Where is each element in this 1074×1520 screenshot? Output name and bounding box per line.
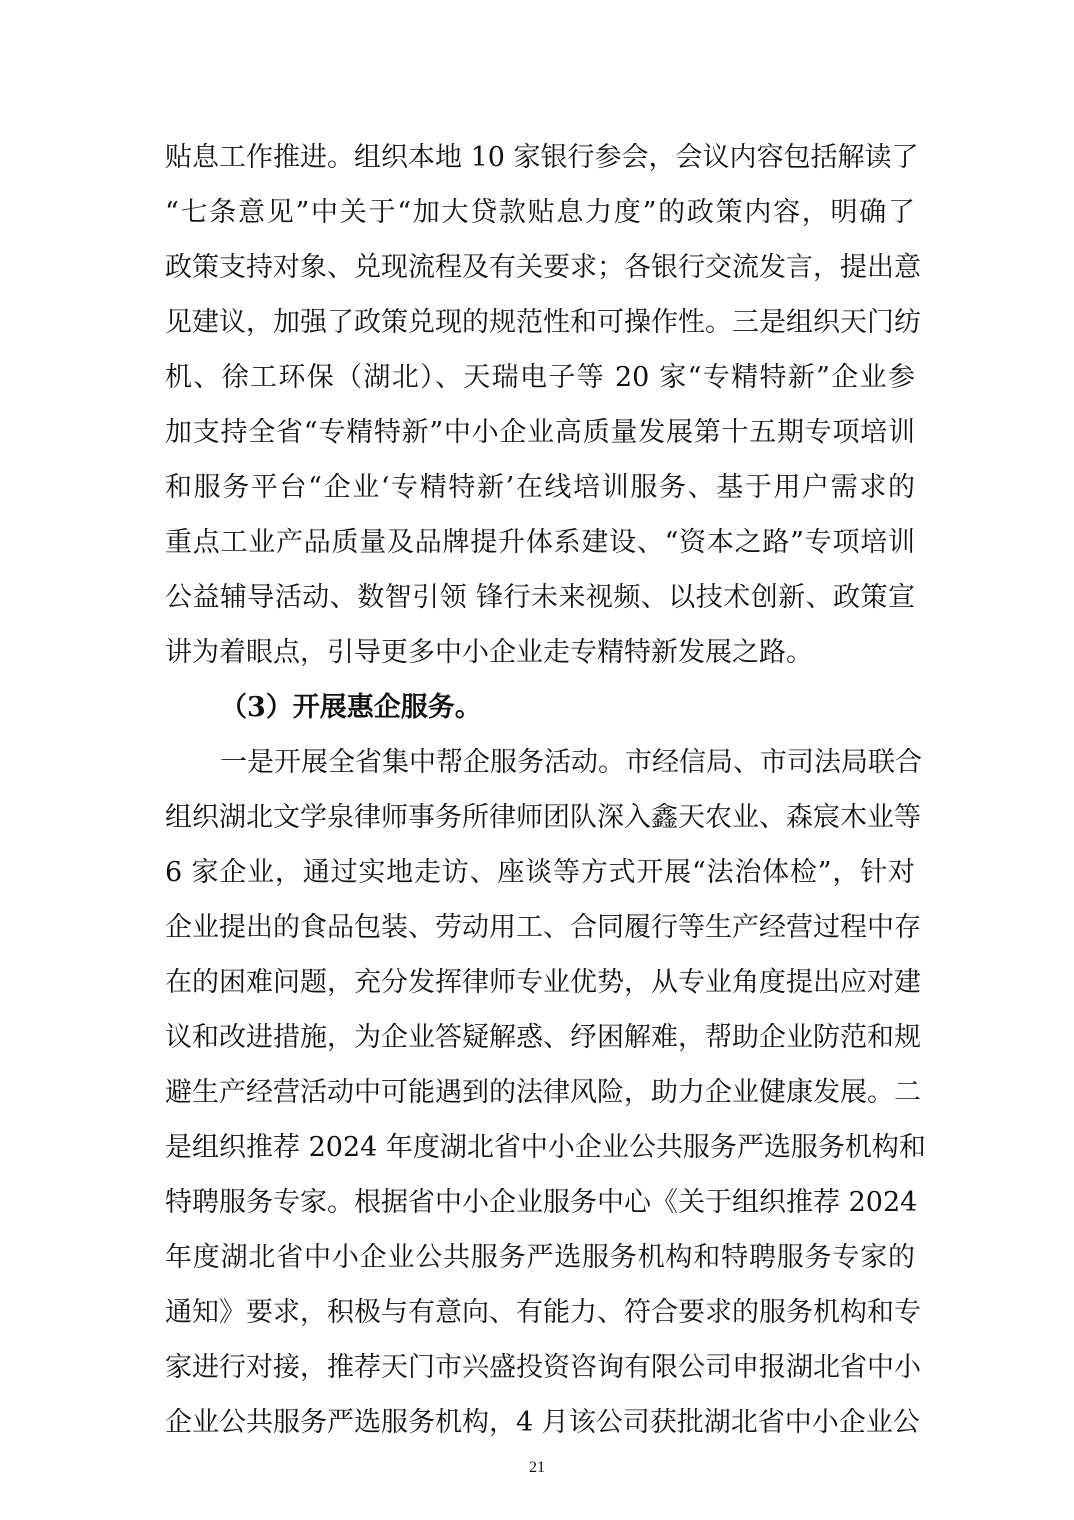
paragraph-line: 通知》要求，积极与有意向、有能力、符合要求的服务机构和专: [165, 1297, 921, 1328]
paragraph-line: 6 家企业，通过实地走访、座谈等方式开展“法治体检”，针对: [165, 857, 915, 888]
paragraph-line: 避生产经营活动中可能遇到的法律风险，助力企业健康发展。二: [165, 1077, 921, 1108]
paragraph-line: 组织湖北文学泉律师事务所律师团队深入鑫天农业、森宸木业等: [165, 802, 921, 833]
paragraph-line: 和服务平台“企业‘专精特新’在线培训服务、基于用户需求的: [165, 472, 915, 503]
paragraph-line: 政策支持对象、兑现流程及有关要求；各银行交流发言，提出意: [165, 252, 921, 283]
paragraph-line: 企业提出的食品包装、劳动用工、合同履行等生产经营过程中存: [165, 912, 921, 943]
paragraph-line: 在的困难问题，充分发挥律师专业优势，从专业角度提出应对建: [165, 967, 921, 998]
paragraph-line: 家进行对接，推荐天门市兴盛投资咨询有限公司申报湖北省中小: [165, 1352, 921, 1383]
paragraph-line: 讲为着眼点，引导更多中小企业走专精特新发展之路。: [165, 637, 813, 668]
page-number: 21: [529, 1459, 545, 1476]
paragraph-line: “七条意见”中关于“加大贷款贴息力度”的政策内容，明确了: [165, 197, 915, 228]
paragraph-line: 一是开展全省集中帮企服务活动。市经信局、市司法局联合: [220, 747, 922, 778]
paragraph-line: 见建议，加强了政策兑现的规范性和可操作性。三是组织天门纺: [165, 307, 921, 338]
paragraph-line: 加支持全省“专精特新”中小企业高质量发展第十五期专项培训: [165, 417, 915, 448]
section-heading: （3）开展惠企服务。: [220, 692, 482, 723]
paragraph-line: 公益辅导活动、数智引领 锋行未来视频、以技术创新、政策宣: [165, 582, 915, 613]
paragraph-line: 年度湖北省中小企业公共服务严选服务机构和特聘服务专家的: [165, 1242, 915, 1273]
paragraph-line: 贴息工作推进。组织本地 10 家银行参会，会议内容包括解读了: [165, 142, 919, 173]
paragraph-line: 企业公共服务严选服务机构，4 月该公司获批湖北省中小企业公: [165, 1407, 920, 1438]
paragraph-line: 重点工业产品质量及品牌提升体系建设、“资本之路”专项培训: [165, 527, 915, 558]
paragraph-line: 是组织推荐 2024 年度湖北省中小企业公共服务严选服务机构和: [165, 1132, 926, 1163]
paragraph-line: 机、徐工环保（湖北）、天瑞电子等 20 家“专精特新”企业参: [165, 362, 915, 393]
paragraph-line: 议和改进措施，为企业答疑解惑、纾困解难，帮助企业防范和规: [165, 1022, 921, 1053]
paragraph-line: 特聘服务专家。根据省中小企业服务中心《关于组织推荐 2024: [165, 1187, 918, 1218]
